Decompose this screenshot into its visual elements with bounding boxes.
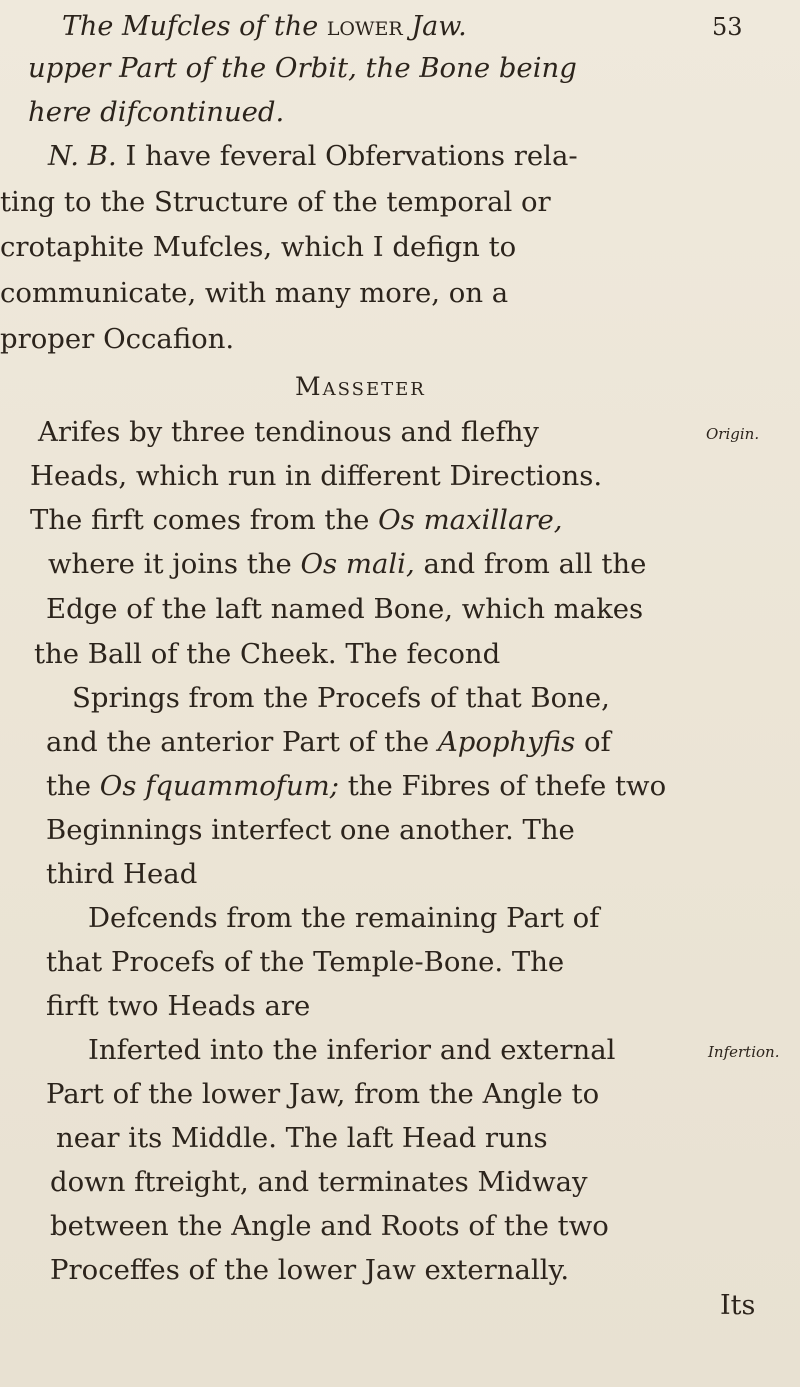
- body-line: Heads, which run in different Directions.: [30, 460, 603, 492]
- intro-line: ting to the Structure of the temporal or: [0, 186, 551, 218]
- body-line: between the Angle and Roots of the two: [50, 1210, 609, 1242]
- header-title-end: Jaw.: [411, 11, 467, 42]
- body-line: Defcends from the remaining Part of: [88, 902, 600, 934]
- margin-note-origin: Origin.: [706, 425, 760, 443]
- margin-note-insertion: Infertion.: [708, 1043, 780, 1061]
- section-heading: Masseter: [295, 372, 426, 401]
- intro-line: communicate, with many more, on a: [0, 277, 509, 309]
- body-line: Edge of the laft named Bone, which makes: [46, 593, 644, 625]
- intro-line: here difcontinued.: [28, 96, 285, 128]
- body-line: the Ball of the Cheek. The fecond: [34, 638, 501, 670]
- body-line: Arifes by three tendinous and flefhy: [38, 416, 539, 448]
- body-line: Inferted into the inferior and external: [88, 1034, 616, 1066]
- body-line: near its Middle. The laft Head runs: [56, 1122, 548, 1154]
- intro-line-rest: I have feveral Obfervations rela-: [125, 140, 578, 172]
- body-line: and the anterior Part of the Apophyfis of: [46, 726, 611, 758]
- body-line: where it joins the Os mali, and from all the: [48, 548, 647, 580]
- intro-line: proper Occafion.: [0, 323, 235, 355]
- page-number: 53: [712, 13, 743, 41]
- body-line: Part of the lower Jaw, from the Angle to: [46, 1078, 600, 1110]
- body-line: third Head: [46, 858, 198, 890]
- intro-line: N. B. I have feveral Obfervations rela-: [48, 140, 578, 172]
- header-title: The Mufcles of the: [62, 11, 319, 42]
- catchword: Its: [720, 1290, 756, 1321]
- body-line: Springs from the Procefs of that Bone,: [72, 682, 610, 714]
- body-line: down ftreight, and terminates Midway: [50, 1166, 588, 1198]
- intro-line: crotaphite Mufcles, which I defign to: [0, 231, 517, 263]
- intro-line: upper Part of the Orbit, the Bone being: [28, 52, 577, 84]
- body-line: firft two Heads are: [46, 990, 311, 1022]
- header-title-smallcaps: lower: [326, 11, 403, 42]
- body-line: the Os fquammofum; the Fibres of thefe two: [46, 770, 667, 802]
- body-line: Proceffes of the lower Jaw externally.: [50, 1254, 570, 1286]
- body-line: The firft comes from the Os maxillare,: [30, 504, 563, 536]
- body-line: Beginnings interfect one another. The: [46, 814, 575, 846]
- body-line: that Procefs of the Temple-Bone. The: [46, 946, 565, 978]
- running-header: [62, 8, 762, 46]
